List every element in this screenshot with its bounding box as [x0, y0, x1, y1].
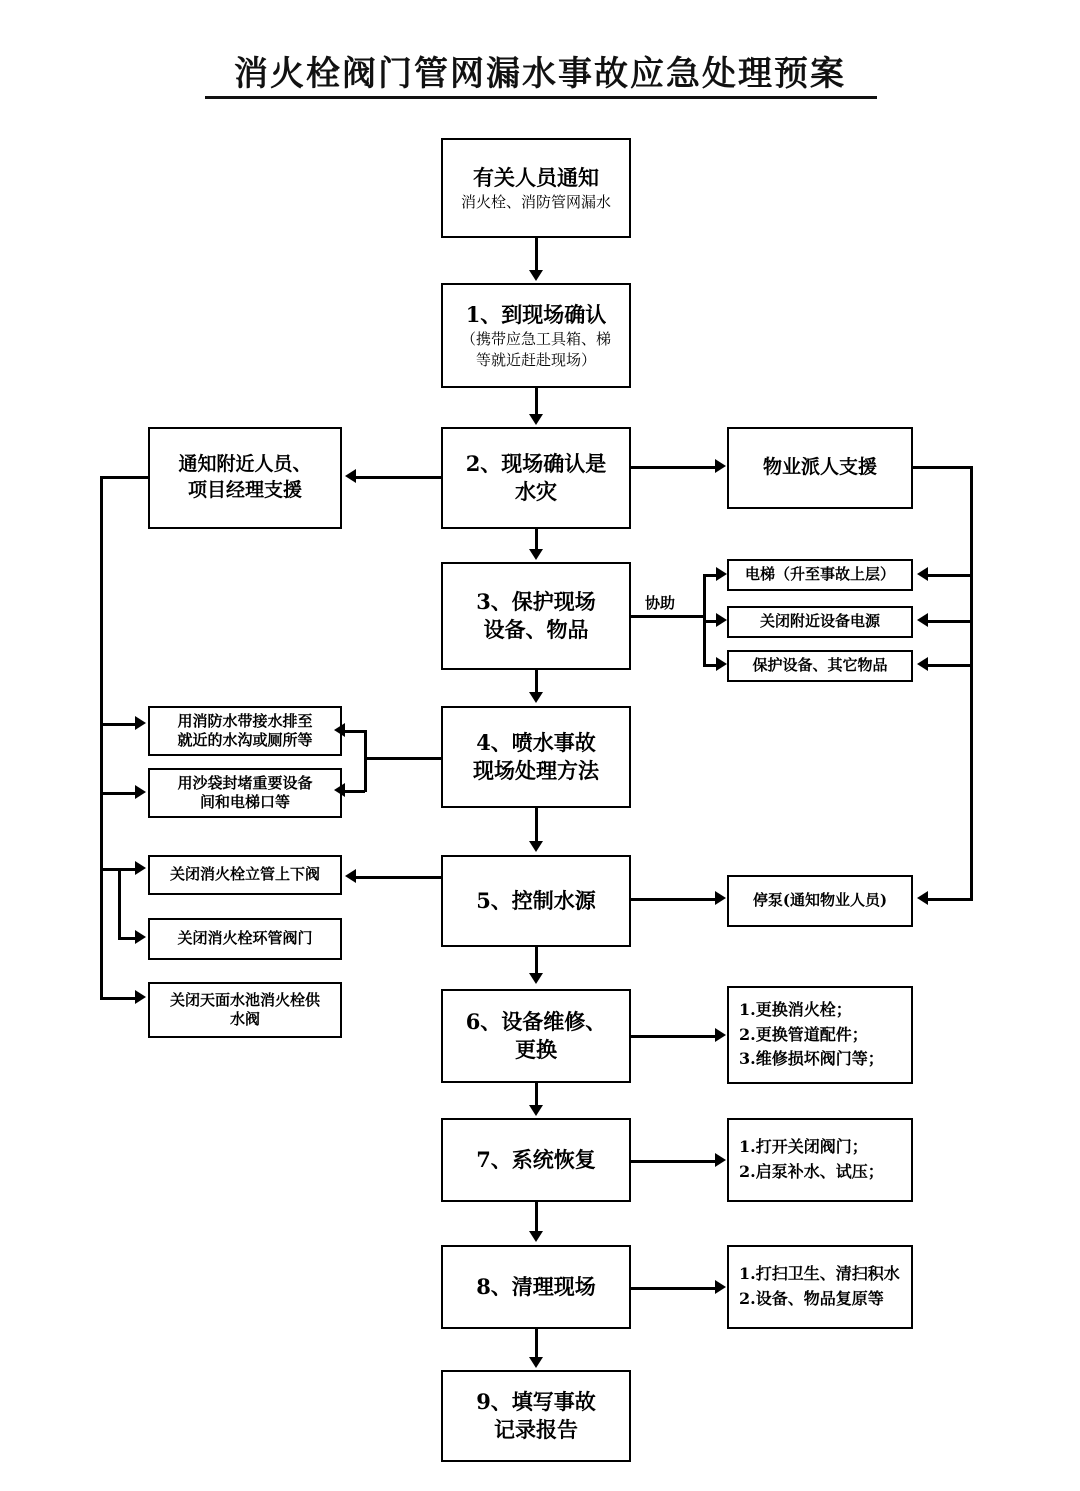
node-notify-nearby-line1: 通知附近人员、	[178, 453, 312, 476]
node-stop-pump[interactable]	[727, 875, 913, 927]
node-cleanup-list-line2: 2.设备、物品复原等	[739, 1289, 884, 1308]
connector-n2-left	[356, 476, 441, 479]
arrow-support-b2	[917, 613, 928, 627]
connector-n6-n7	[535, 1083, 538, 1107]
node-sandbag-line1: 用沙袋封堵重要设备	[177, 773, 313, 792]
connector-rail-l5	[100, 997, 136, 1000]
connector-n7-n8	[535, 1202, 538, 1232]
node-step9-line1: 9、填写事故	[476, 1388, 596, 1414]
arrow-n3-branch3	[716, 657, 727, 671]
node-close-ring-valve[interactable]	[148, 918, 342, 960]
node-step6-line2: 更换	[515, 1037, 557, 1062]
node-notify-nearby-staff[interactable]	[148, 427, 342, 529]
node-cleanup-list-line1: 1.打扫卫生、清扫积水	[739, 1264, 900, 1284]
node-close-rooftop-valve-line1: 关闭天面水池消火栓供	[169, 990, 320, 1009]
arrow-n6-list	[715, 1028, 726, 1042]
node-step1-line1: 1、到现场确认	[465, 302, 607, 328]
node-repair-list-line1: 1.更换消火栓；	[739, 999, 852, 1019]
node-step6-repair-replace[interactable]	[441, 989, 631, 1083]
node-recovery-list-line2: 2.启泵补水、试压；	[739, 1162, 884, 1181]
node-protect-equipment-action[interactable]	[727, 650, 913, 682]
connector-support-b3	[928, 664, 973, 667]
connector-n3-branch-vert	[703, 574, 706, 664]
node-step2-line1: 2、现场确认是	[465, 450, 607, 476]
node-property-support-line1: 物业派人支援	[762, 456, 877, 479]
connector-support-right	[913, 466, 973, 469]
arrow-n5-pump	[715, 891, 726, 905]
connector-n1-n2	[535, 388, 538, 416]
node-sandbag-line2: 间和电梯口等	[199, 793, 290, 811]
connector-n6-list	[631, 1035, 716, 1038]
node-step3-line1: 3、保护现场	[476, 588, 596, 614]
arrow-n6-n7	[529, 1105, 543, 1116]
node-stop-pump-line1: 停泵(通知物业人员)	[752, 891, 888, 910]
node-hose-drain-line1: 用消防水带接水排至	[177, 711, 313, 730]
connector-n4-l2	[345, 790, 365, 793]
node-step8-line1: 8、清理现场	[476, 1273, 596, 1299]
arrow-n4-l1	[334, 723, 345, 737]
node-step4-line2: 现场处理方法	[473, 758, 599, 783]
arrow-support-b1	[917, 567, 928, 581]
connector-n4-left-trunk	[366, 757, 441, 760]
arrow-support-b3	[917, 657, 928, 671]
node-step9-write-report[interactable]	[441, 1370, 631, 1462]
arrow-n8-n9	[529, 1357, 543, 1368]
node-step2-confirm-flood[interactable]	[441, 427, 631, 529]
node-close-rooftop-valve-line2: 水阀	[229, 1010, 260, 1028]
edge-label-assist: 协助	[645, 594, 676, 612]
arrow-n3-n4	[529, 692, 543, 703]
connector-left-rail-l1	[100, 723, 136, 726]
arrow-n7-n8	[529, 1231, 543, 1242]
connector-left-rail-top	[100, 476, 148, 479]
node-close-ring-valve-line1: 关闭消火栓环管阀门	[177, 929, 313, 948]
arrow-rail-l4	[135, 930, 146, 944]
connector-support-b2	[928, 620, 973, 623]
node-property-support[interactable]	[727, 427, 913, 509]
arrow-n0-n1	[529, 270, 543, 281]
node-recovery-list[interactable]	[727, 1118, 913, 1202]
connector-n8-n9	[535, 1329, 538, 1359]
connector-support-vert2	[970, 664, 973, 901]
node-step1-line2: （携带应急工具箱、梯	[460, 330, 611, 349]
connector-left-rail-l2	[100, 792, 136, 795]
arrow-n8-list	[715, 1280, 726, 1294]
node-step1-confirm-onsite[interactable]	[441, 283, 631, 388]
connector-n4-l1	[345, 730, 365, 733]
node-recovery-list-line1: 1.打开关闭阀门；	[739, 1137, 868, 1157]
connector-rail-l5-vert	[100, 868, 103, 1000]
arrow-n7-list	[715, 1153, 726, 1167]
node-elevator-action[interactable]	[727, 559, 913, 591]
arrow-rail-l5	[135, 990, 146, 1004]
connector-n5-pump	[631, 898, 716, 901]
node-repair-list-line2: 2.更换管道配件；	[739, 1024, 868, 1044]
node-step7-system-recovery[interactable]	[441, 1118, 631, 1202]
node-step7-line1: 7、系统恢复	[476, 1146, 596, 1172]
arrow-n4-l2	[334, 783, 345, 797]
node-step5-line1: 5、控制水源	[476, 887, 596, 913]
page-title: 消火栓阀门管网漏水事故应急处理预案	[234, 54, 846, 94]
connector-n3-branch-trunk	[631, 615, 706, 618]
arrow-n5-n6	[529, 973, 543, 984]
connector-n5-l3	[356, 876, 441, 879]
node-step5-control-water[interactable]	[441, 855, 631, 947]
node-step9-line2: 记录报告	[494, 1417, 578, 1442]
node-close-riser-valve[interactable]	[148, 855, 342, 895]
node-step3-protect-site[interactable]	[441, 562, 631, 670]
connector-support-pump	[928, 898, 973, 901]
node-step4-line1: 4、喷水事故	[476, 729, 596, 755]
node-repair-list[interactable]	[727, 986, 913, 1084]
node-notification[interactable]	[441, 138, 631, 238]
arrow-left-rail-l1	[135, 716, 146, 730]
connector-rail-l4	[118, 937, 136, 940]
arrow-n2-n3	[529, 549, 543, 560]
arrow-n3-branch2	[716, 613, 727, 627]
connector-rail-l4-vert	[118, 868, 121, 940]
node-step3-line2: 设备、物品	[483, 617, 589, 642]
connector-support-vert	[970, 466, 973, 670]
arrow-left-rail-l3	[135, 861, 146, 875]
node-sandbag-action[interactable]	[148, 768, 342, 818]
arrow-n2-left	[345, 469, 356, 483]
connector-n8-list	[631, 1287, 716, 1290]
connector-n7-list	[631, 1160, 716, 1163]
node-repair-list-line3: 3.维修损坏阀门等；	[739, 1049, 884, 1069]
arrow-n3-branch1	[716, 567, 727, 581]
connector-n3-n4	[535, 670, 538, 694]
node-cut-power-action-line1: 关闭附近设备电源	[759, 612, 880, 631]
connector-n2-n3	[535, 529, 538, 551]
node-elevator-action-line1: 电梯（升至事故上层）	[744, 565, 895, 584]
node-hose-drain-action[interactable]	[148, 706, 342, 756]
connector-n5-n6	[535, 947, 538, 975]
arrow-n2-right	[715, 459, 726, 473]
arrow-support-pump	[917, 891, 928, 905]
node-hose-drain-line2: 就近的水沟或厕所等	[177, 731, 313, 749]
connector-support-b1	[928, 574, 973, 577]
connector-n4-n5	[535, 808, 538, 843]
arrow-n1-n2	[529, 414, 543, 425]
connector-n0-n1	[535, 238, 538, 272]
node-step6-line1: 6、设备维修、	[465, 1008, 607, 1034]
arrow-left-rail-l2	[135, 785, 146, 799]
arrow-n4-n5	[529, 841, 543, 852]
node-step1-line3: 等就近赶赴现场）	[475, 350, 596, 369]
node-notification-line1: 有关人员通知	[473, 164, 599, 190]
connector-left-rail	[100, 476, 103, 870]
node-step8-clean-site[interactable]	[441, 1245, 631, 1329]
node-notify-nearby-line2: 项目经理支援	[187, 479, 302, 501]
node-close-riser-valve-line1: 关闭消火栓立管上下阀	[169, 865, 320, 884]
arrow-n5-l3	[345, 869, 356, 883]
node-close-rooftop-tank-valve[interactable]	[148, 982, 342, 1038]
node-step2-line2: 水灾	[515, 479, 557, 504]
title-underline	[205, 96, 877, 99]
node-step4-spray-handling[interactable]	[441, 706, 631, 808]
node-protect-equipment-line1: 保护设备、其它物品	[752, 656, 888, 675]
connector-n2-right	[631, 466, 716, 469]
node-notification-line2: 消火栓、消防管网漏水	[460, 193, 611, 212]
connector-n4-left-vert	[364, 730, 367, 792]
node-cut-power-action[interactable]	[727, 606, 913, 638]
node-cleanup-list[interactable]	[727, 1245, 913, 1329]
